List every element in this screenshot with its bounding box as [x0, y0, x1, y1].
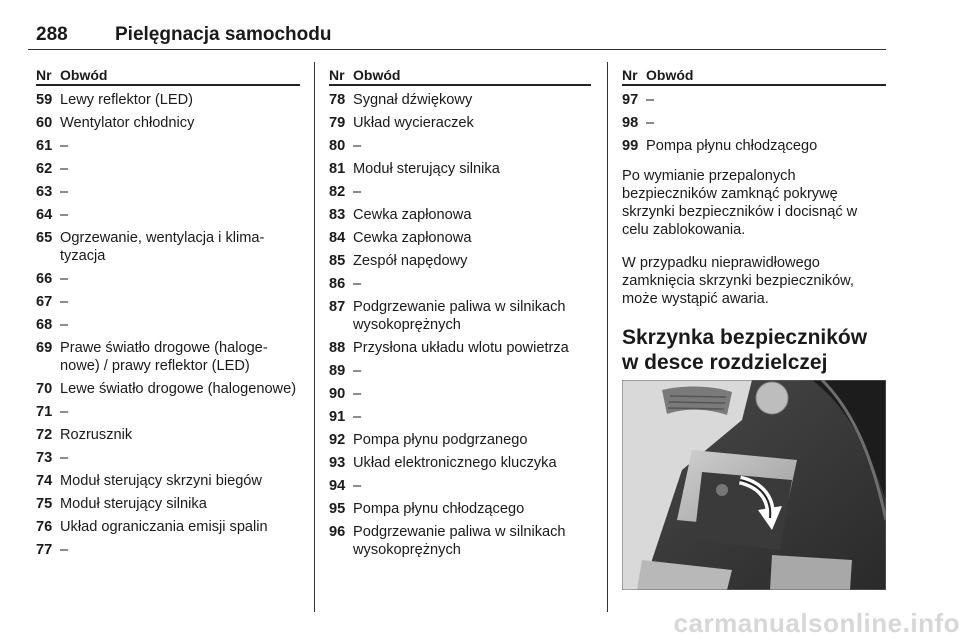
fuse-number: 62	[36, 161, 53, 177]
circuit-name: –	[60, 161, 69, 177]
circuit-name: Ogrzewanie, wentylacja i klimatyzacja	[60, 230, 265, 264]
fuse-number: 66	[36, 271, 53, 287]
fuse-table-column-1	[36, 66, 300, 564]
circuit-name: –	[646, 115, 655, 131]
page-header	[28, 22, 886, 52]
fuse-number: 63	[36, 184, 53, 200]
table-row	[329, 298, 591, 334]
table-row	[36, 91, 300, 109]
circuit-name: Moduł sterujący skrzyni biegów	[60, 473, 262, 489]
fuse-box-illustration	[622, 380, 886, 590]
pedal	[770, 555, 852, 590]
fuse-number: 79	[329, 115, 346, 131]
table-row	[329, 252, 591, 270]
section-heading: Skrzynka bezpieczników w desce rozdzielczej	[622, 325, 868, 374]
circuit-name: Pompa płynu podgrzanego	[353, 432, 528, 448]
table-row	[329, 160, 591, 178]
fuse-number: 77	[36, 542, 53, 558]
fuse-number: 68	[36, 317, 53, 333]
circuit-name: Sygnał dźwiękowy	[353, 92, 473, 108]
table-row	[329, 477, 591, 495]
fuse-number: 67	[36, 294, 53, 310]
fuse-table-column-2	[329, 66, 591, 564]
table-row	[329, 408, 591, 426]
table-row	[36, 472, 300, 490]
table-row	[36, 339, 300, 375]
table-row	[36, 229, 300, 265]
table-rows	[36, 91, 300, 559]
fuse-number: 99	[622, 138, 639, 154]
table-row	[329, 275, 591, 293]
table-row	[36, 449, 300, 467]
header-circuit: Obwód	[646, 67, 694, 83]
circuit-name: Układ ograniczania emisji spalin	[60, 519, 268, 535]
table-row	[36, 206, 300, 224]
table-row	[329, 523, 591, 559]
watermark: carmanualsonline.info	[673, 608, 960, 638]
circuit-name: –	[60, 404, 69, 420]
circuit-name: –	[353, 184, 362, 200]
circuit-name: –	[353, 386, 362, 402]
circuit-name: –	[60, 207, 69, 223]
table-row	[36, 137, 300, 155]
table-row	[36, 495, 300, 513]
fuse-number: 92	[329, 432, 346, 448]
table-row	[329, 500, 591, 518]
fuse-number: 84	[329, 230, 346, 246]
table-row	[36, 270, 300, 288]
table-row	[329, 454, 591, 472]
table-row	[329, 339, 591, 357]
header-nr: Nr	[36, 67, 52, 83]
table-row	[329, 431, 591, 449]
table-row	[36, 316, 300, 334]
page-title: Pielęgnacja samochodu	[115, 24, 332, 45]
circuit-name: –	[60, 450, 69, 466]
fuse-number: 72	[36, 427, 53, 443]
fuse-number: 96	[329, 524, 346, 540]
circuit-name: –	[60, 184, 69, 200]
table-header	[329, 66, 591, 86]
circuit-name: Przysłona układu wlotu powietrza	[353, 340, 569, 356]
header-nr: Nr	[329, 67, 345, 83]
table-header	[36, 66, 300, 86]
circuit-name: Lewe światło drogowe (halogenowe)	[60, 381, 297, 397]
fuse-number: 69	[36, 340, 53, 356]
circuit-name: –	[60, 542, 69, 558]
circuit-name: Wentylator chłodnicy	[60, 115, 195, 131]
table-row	[36, 403, 300, 421]
circuit-name: Podgrzewanie paliwa w silnikach wysokoprężnych	[353, 299, 566, 333]
circuit-name: –	[60, 271, 69, 287]
page-number: 288	[36, 24, 68, 45]
circuit-name: Lewy reflektor (LED)	[60, 92, 194, 108]
fuse-number: 91	[329, 409, 346, 425]
table-row	[36, 541, 300, 559]
circuit-name: Układ elektronicznego kluczyka	[353, 455, 557, 471]
fuse-number: 94	[329, 478, 346, 494]
table-row	[329, 114, 591, 132]
fuse-number: 73	[36, 450, 53, 466]
instruction-paragraph: Po wymianie przepalonych bezpieczników zamknąć pokrywę skrzynki bezpieczników i docisnąć w celu zablokowania.	[622, 168, 858, 238]
table-row	[329, 229, 591, 247]
table-row	[36, 183, 300, 201]
table-row	[329, 362, 591, 380]
header-circuit: Obwód	[353, 67, 401, 83]
fuse-number: 60	[36, 115, 53, 131]
circuit-name: Zespół napędowy	[353, 253, 468, 269]
circuit-name: –	[60, 294, 69, 310]
fuse-number: 61	[36, 138, 53, 154]
light-switch-knob	[716, 484, 728, 496]
table-row	[36, 380, 300, 398]
circuit-name: –	[353, 276, 362, 292]
circuit-name: Pompa płynu chłodzącego	[646, 138, 818, 154]
fuse-number: 97	[622, 92, 639, 108]
table-row	[329, 183, 591, 201]
circuit-name: –	[60, 138, 69, 154]
fuse-number: 89	[329, 363, 346, 379]
circuit-name: Podgrzewanie paliwa w silnikach wysokoprężnych	[353, 524, 566, 558]
circuit-name: Prawe światło drogowe (halogenowe) / prawy reflektor (LED)	[60, 340, 268, 374]
circuit-name: Rozrusznik	[60, 427, 133, 443]
table-rows	[622, 91, 886, 155]
fuse-number: 76	[36, 519, 53, 535]
header-circuit: Obwód	[60, 67, 108, 83]
fuse-number: 95	[329, 501, 346, 517]
table-row	[622, 137, 886, 155]
table-row	[622, 114, 886, 132]
table-row	[36, 293, 300, 311]
table-row	[329, 385, 591, 403]
fuse-number: 71	[36, 404, 53, 420]
fuse-number: 83	[329, 207, 346, 223]
fuse-number: 88	[329, 340, 346, 356]
warning-paragraph: W przypadku nieprawidłowego zamknięcia skrzynki bezpieczników, może wystąpić awaria.	[622, 254, 854, 307]
circuit-name: Cewka zapłonowa	[353, 230, 472, 246]
fuse-number: 70	[36, 381, 53, 397]
fuse-number: 85	[329, 253, 346, 269]
circuit-name: Moduł sterujący silnika	[60, 496, 207, 512]
fuse-number: 86	[329, 276, 346, 292]
fuse-number: 65	[36, 230, 53, 246]
fuse-number: 87	[329, 299, 346, 315]
table-row	[329, 91, 591, 109]
table-row	[36, 114, 300, 132]
circuit-name: Pompa płynu chłodzącego	[353, 501, 525, 517]
fuse-number: 81	[329, 161, 346, 177]
fuse-number: 80	[329, 138, 346, 154]
table-rows	[329, 91, 591, 559]
header-rule	[28, 49, 886, 50]
circuit-name: –	[353, 138, 362, 154]
fuse-number: 59	[36, 92, 53, 108]
column-divider	[314, 62, 315, 612]
table-row	[36, 426, 300, 444]
table-row	[36, 518, 300, 536]
fuse-number: 90	[329, 386, 346, 402]
fuse-number: 93	[329, 455, 346, 471]
table-row	[329, 137, 591, 155]
column-divider	[607, 62, 608, 612]
fuse-table-column-3	[622, 66, 886, 375]
circuit-name: Moduł sterujący silnika	[353, 161, 500, 177]
instrument-dial	[756, 382, 788, 414]
circuit-name: Układ wycieraczek	[353, 115, 474, 131]
fuse-number: 98	[622, 115, 639, 131]
circuit-name: Cewka zapłonowa	[353, 207, 472, 223]
circuit-name: –	[353, 478, 362, 494]
table-row	[36, 160, 300, 178]
table-row	[329, 206, 591, 224]
fuse-number: 75	[36, 496, 53, 512]
fuse-number: 78	[329, 92, 346, 108]
table-header	[622, 66, 886, 86]
circuit-name: –	[646, 92, 655, 108]
header-nr: Nr	[622, 67, 638, 83]
circuit-name: –	[60, 317, 69, 333]
fuse-number: 64	[36, 207, 53, 223]
fuse-number: 82	[329, 184, 346, 200]
table-row	[622, 91, 886, 109]
circuit-name: –	[353, 409, 362, 425]
circuit-name: –	[353, 363, 362, 379]
fuse-number: 74	[36, 473, 53, 489]
